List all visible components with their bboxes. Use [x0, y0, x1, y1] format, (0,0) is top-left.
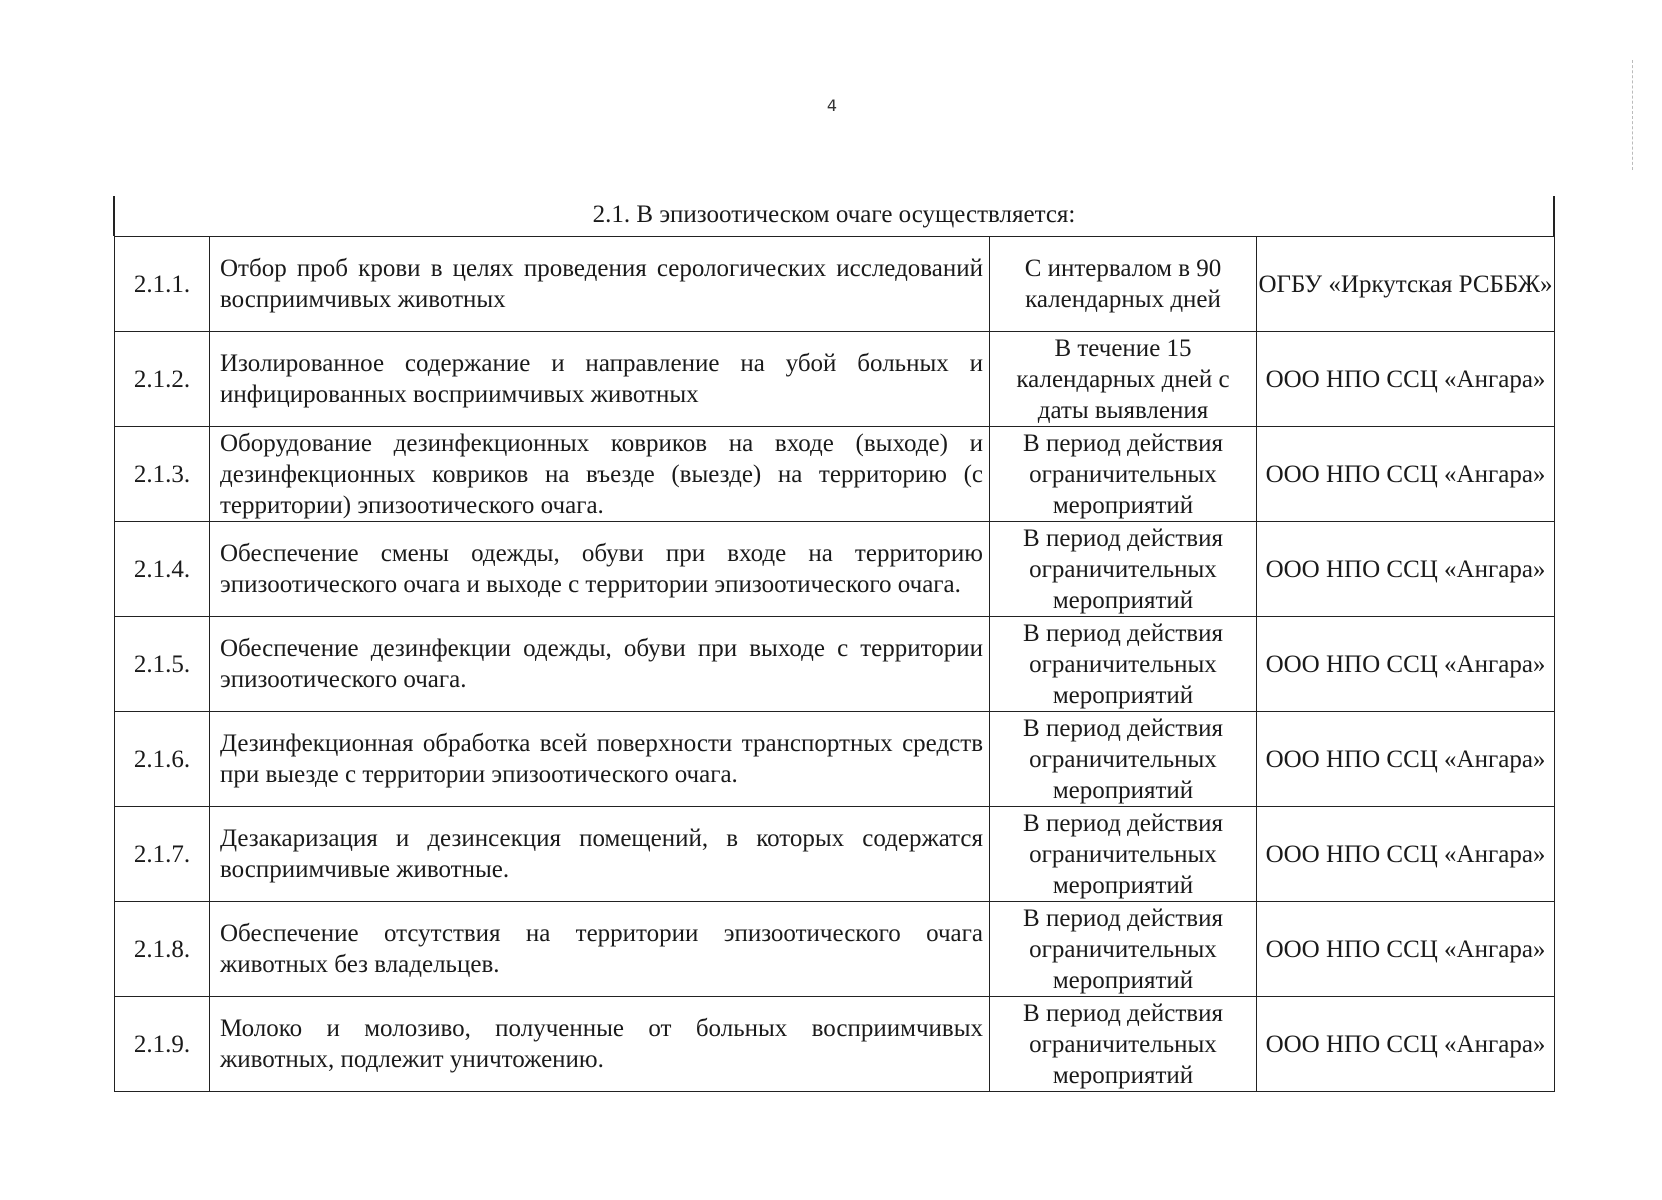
row-number: 2.1.2.: [115, 332, 210, 427]
measure-text: Обеспечение отсутствия на территории эпизоотического очага животных без владельцев.: [210, 902, 990, 997]
measure-text: Дезинфекционная обработка всей поверхности транспортных средств при выезде с территории эпизоотического очага.: [210, 712, 990, 807]
measure-executor: ООО НПО ССЦ «Ангара»: [1257, 522, 1555, 617]
row-number: 2.1.1.: [115, 237, 210, 332]
measure-text: Обеспечение дезинфекции одежды, обуви при выходе с территории эпизоотического очага.: [210, 617, 990, 712]
measure-executor: ООО НПО ССЦ «Ангара»: [1257, 617, 1555, 712]
row-number: 2.1.3.: [115, 427, 210, 522]
measure-executor: ООО НПО ССЦ «Ангара»: [1257, 807, 1555, 902]
table-row: [115, 997, 1555, 1092]
table-row: [115, 712, 1555, 807]
row-number: 2.1.9.: [115, 997, 210, 1092]
table-row: [115, 427, 1555, 522]
measure-executor: ООО НПО ССЦ «Ангара»: [1257, 332, 1555, 427]
measure-term: В период действия ограничительных мероприятий: [990, 522, 1257, 617]
measure-executor: ОГБУ «Иркутская РСББЖ»: [1257, 237, 1555, 332]
measure-text: Обеспечение смены одежды, обуви при входе на территорию эпизоотического очага и выходе с территории эпизоотического очага.: [210, 522, 990, 617]
measure-term: С интервалом в 90 календарных дней: [990, 237, 1257, 332]
page-number: 4: [826, 96, 838, 115]
measure-executor: ООО НПО ССЦ «Ангара»: [1257, 427, 1555, 522]
table-row: [115, 902, 1555, 997]
table-row: [115, 522, 1555, 617]
measure-text: Отбор проб крови в целях проведения серологических исследований восприимчивых животных: [210, 237, 990, 332]
row-number: 2.1.7.: [115, 807, 210, 902]
row-number: 2.1.4.: [115, 522, 210, 617]
table-row: [115, 807, 1555, 902]
measure-executor: ООО НПО ССЦ «Ангара»: [1257, 902, 1555, 997]
measure-text: Оборудование дезинфекционных ковриков на входе (выходе) и дезинфекционных ковриков на въезде (выезде) на территорию (с территории) эпизоотического очага.: [210, 427, 990, 522]
measure-executor: ООО НПО ССЦ «Ангара»: [1257, 997, 1555, 1092]
table-row: [115, 237, 1555, 332]
table-row: [115, 332, 1555, 427]
row-number: 2.1.8.: [115, 902, 210, 997]
measure-text: Молоко и молозиво, полученные от больных восприимчивых животных, подлежит уничтожению.: [210, 997, 990, 1092]
measures-table: [114, 236, 1555, 1092]
measure-term: В период действия ограничительных мероприятий: [990, 617, 1257, 712]
row-number: 2.1.5.: [115, 617, 210, 712]
measure-term: В период действия ограничительных мероприятий: [990, 902, 1257, 997]
measure-executor: ООО НПО ССЦ «Ангара»: [1257, 712, 1555, 807]
measure-term: В период действия ограничительных мероприятий: [990, 427, 1257, 522]
section-title: 2.1. В эпизоотическом очаге осуществляется:: [592, 201, 1076, 228]
measure-term: В период действия ограничительных мероприятий: [990, 997, 1257, 1092]
row-number: 2.1.6.: [115, 712, 210, 807]
scan-edge-mark: [1632, 60, 1634, 170]
measure-text: Дезакаризация и дезинсекция помещений, в которых содержатся восприимчивые животные.: [210, 807, 990, 902]
measure-text: Изолированное содержание и направление на убой больных и инфицированных восприимчивых животных: [210, 332, 990, 427]
measure-term: В период действия ограничительных мероприятий: [990, 712, 1257, 807]
measure-term: В течение 15 календарных дней с даты выявления: [990, 332, 1257, 427]
measure-term: В период действия ограничительных мероприятий: [990, 807, 1257, 902]
table-row: [115, 617, 1555, 712]
